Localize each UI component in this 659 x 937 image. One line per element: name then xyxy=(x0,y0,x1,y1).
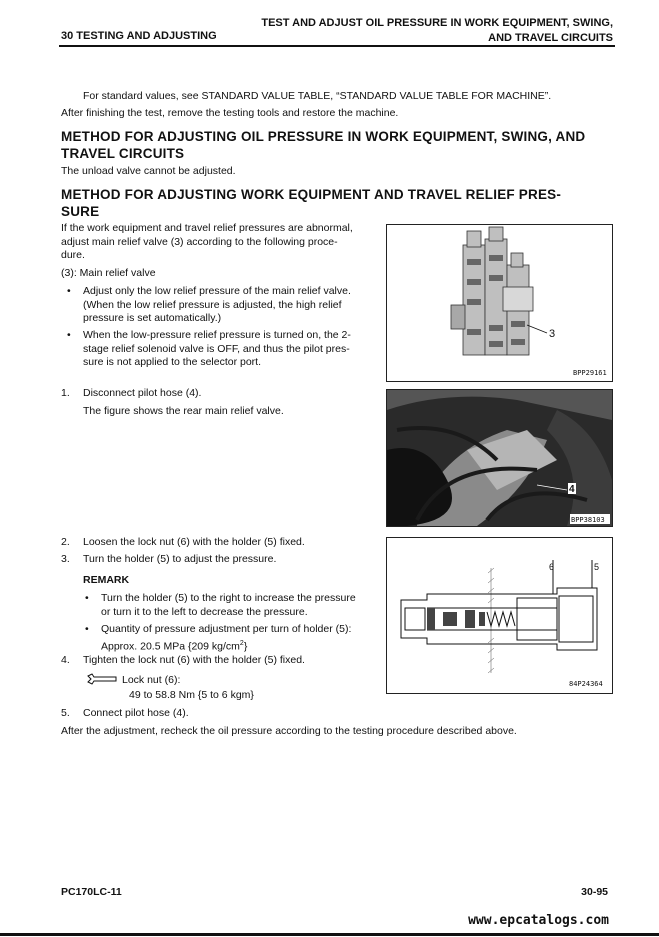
callout-6: 6 xyxy=(549,562,555,572)
relief-intro-paragraph xyxy=(61,222,375,263)
remark-bullet-direction xyxy=(101,592,377,619)
step-1-number: 1. xyxy=(61,387,70,399)
bullet-two-stage-relief xyxy=(83,329,375,370)
after-adjustment-note: After the adjustment, recheck the oil pressure according to the testing procedure described above. xyxy=(61,725,517,737)
remark-bullet-quantity xyxy=(101,623,377,654)
step-5-number: 5. xyxy=(61,707,70,719)
step-4-number: 4. xyxy=(61,654,70,666)
brace: } xyxy=(243,640,248,652)
header-title-line2: AND TRAVEL CIRCUITS xyxy=(488,32,613,44)
header-rule xyxy=(59,45,615,47)
bullet-line: sure is not applied to the selector port. xyxy=(83,356,262,368)
para-line: dure. xyxy=(61,249,85,261)
step-5-text: Connect pilot hose (4). xyxy=(83,707,189,719)
figure-code: 84P24364 xyxy=(569,680,603,688)
step-4-text: Tighten the lock nut (6) with the holder (5) fixed. xyxy=(83,654,305,666)
torque-value: 49 to 58.8 Nm {5 to 6 kgm} xyxy=(129,689,254,701)
bullet-line: stage relief solenoid valve is OFF, and thus the pilot pres- xyxy=(83,342,350,355)
figure-relief-valve-section xyxy=(386,537,613,694)
step-3-number: 3. xyxy=(61,553,70,565)
figure-code: BPP38103 xyxy=(571,516,605,524)
heading-line: METHOD FOR ADJUSTING WORK EQUIPMENT AND TRAVEL RELIEF PRES- xyxy=(61,187,562,202)
step-2-text: Loosen the lock nut (6) with the holder (5) fixed. xyxy=(83,536,305,548)
heading-relief-pressure xyxy=(61,186,621,220)
bullet-adjust-low-relief xyxy=(83,285,375,326)
bullet-line: • When the low-pressure relief pressure is turned on, the 2- xyxy=(83,329,351,341)
bottom-rule xyxy=(0,933,659,936)
relief-valve-section-drawing xyxy=(387,538,612,693)
step-1-text: Disconnect pilot hose (4). xyxy=(83,387,202,399)
bullet-line: pressure is set automatically.) xyxy=(83,312,222,324)
wrench-icon xyxy=(86,673,118,685)
step-3-text: Turn the holder (5) to adjust the pressure. xyxy=(83,553,277,565)
para-line: If the work equipment and travel relief pressures are abnormal, xyxy=(61,222,353,234)
callout-5: 5 xyxy=(594,562,600,572)
heading-line: TRAVEL CIRCUITS xyxy=(61,146,185,161)
figure-control-valve xyxy=(386,224,613,382)
heading-line: METHOD FOR ADJUSTING OIL PRESSURE IN WORK EQUIPMENT, SWING, AND xyxy=(61,129,586,144)
remark-line xyxy=(101,637,377,654)
figure-relief-valve-photo xyxy=(386,389,613,527)
figure-code: BPP29161 xyxy=(573,369,607,377)
callout-4: 4 xyxy=(569,484,575,495)
remark-line: or turn it to the left to decrease the pressure. xyxy=(101,605,308,618)
pressure-value: Approx. 20.5 MPa {209 kg/cm xyxy=(101,640,240,652)
intro-standard-values: For standard values, see STANDARD VALUE TABLE, “STANDARD VALUE TABLE FOR MACHINE”. xyxy=(83,90,552,102)
callout-3: 3 xyxy=(549,328,556,340)
relief-valve-photo xyxy=(387,390,612,526)
torque-label: Lock nut (6): xyxy=(122,674,181,686)
remark-line: • Quantity of pressure adjustment per turn of holder (5): xyxy=(101,623,352,635)
page-header-title xyxy=(261,16,613,46)
remark-line: • Turn the holder (5) to the right to increase the pressure xyxy=(101,592,356,604)
intro-after-test: After finishing the test, remove the testing tools and restore the machine. xyxy=(61,107,399,119)
bullet-line: (When the low relief pressure is adjusted, the high relief xyxy=(83,298,342,311)
para-line: adjust main relief valve (3) according to the following proce- xyxy=(61,235,338,248)
remark-label: REMARK xyxy=(83,574,130,586)
control-valve-illustration xyxy=(387,225,612,381)
unload-valve-note: The unload valve cannot be adjusted. xyxy=(61,165,236,177)
footer-model: PC170LC-11 xyxy=(61,886,122,898)
heading-adjust-oil-pressure xyxy=(61,128,621,162)
step-1-note: The figure shows the rear main relief valve. xyxy=(83,405,284,417)
step-2-number: 2. xyxy=(61,536,70,548)
watermark: www.epcatalogs.com xyxy=(468,913,609,928)
bullet-line: • Adjust only the low relief pressure of the main relief valve. xyxy=(83,285,351,297)
main-relief-valve-label: (3): Main relief valve xyxy=(61,267,156,279)
header-title-line1: TEST AND ADJUST OIL PRESSURE IN WORK EQUIPMENT, SWING, xyxy=(261,17,613,29)
section-title: 30 TESTING AND ADJUSTING xyxy=(61,30,217,42)
superscript: 2 xyxy=(239,639,244,647)
heading-line: SURE xyxy=(61,204,100,219)
footer-page-number: 30-95 xyxy=(581,886,608,898)
